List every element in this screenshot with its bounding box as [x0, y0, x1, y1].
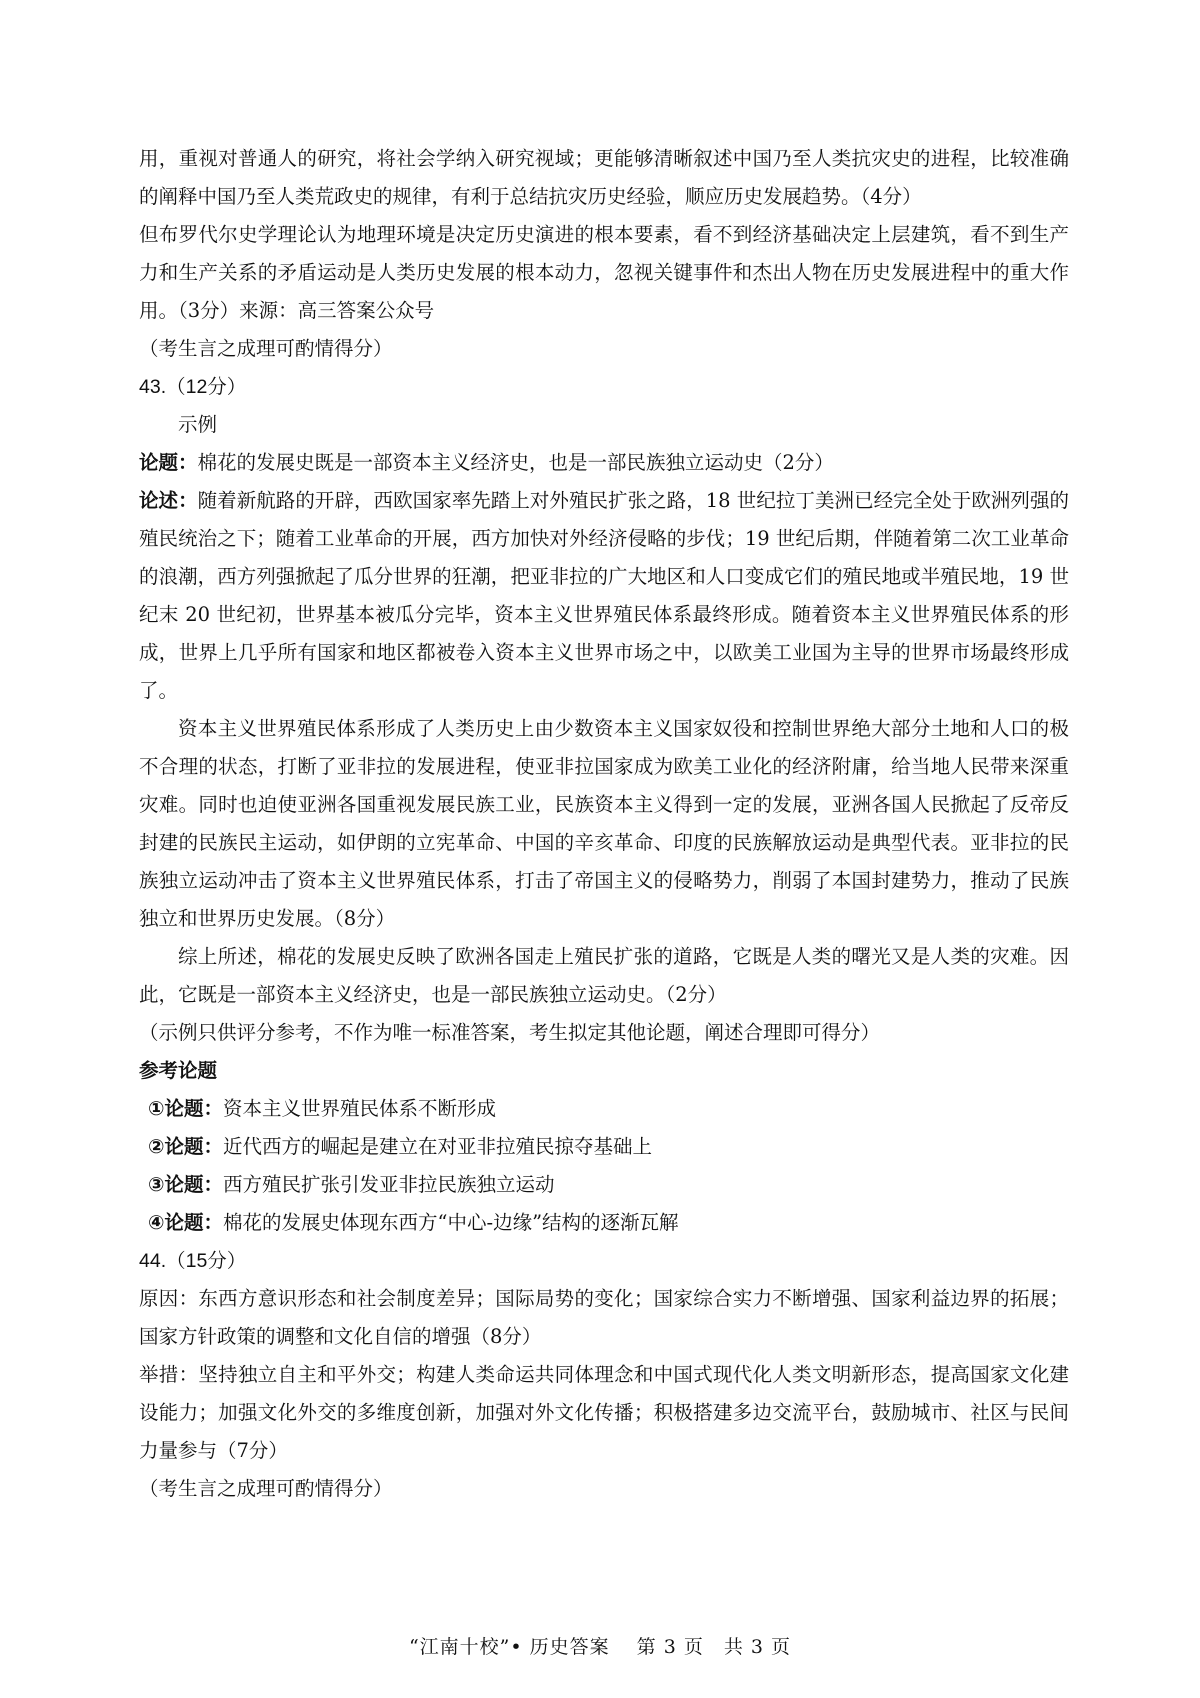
reference-thesis-label: ③论题： — [148, 1173, 224, 1196]
argument-label: 论述： — [139, 489, 198, 512]
conclusion-paragraph: 综上所述，棉花的发展史反映了欧洲各国走上殖民扩张的道路，它既是人类的曙光又是人类的灾难。因此，它既是一部资本主义经济史，也是一部民族独立运动史。（2分） — [139, 945, 1069, 1006]
reference-thesis-text: 棉花的发展史体现东西方“中心-边缘”结构的逐渐瓦解 — [223, 1211, 679, 1234]
reference-thesis-text: 近代西方的崛起是建立在对亚非拉殖民掠夺基础上 — [223, 1135, 653, 1158]
prev-answer-line1: 用，重视对普通人的研究，将社会学纳入研究视域；更能够清晰叙述中国乃至人类抗灾史的进程，比较准确的阐释中国乃至人类荒政史的规律，有利于总结抗灾历史经验，顺应历史发展趋势。（4分） — [139, 147, 1069, 208]
prev-answer-line2: 但布罗代尔史学理论认为地理环境是决定历史演进的根本要素，看不到经济基础决定上层建筑，看不到生产力和生产关系的矛盾运动是人类历史发展的根本动力，忽视关键事件和杰出人物在历史发展进程中的重大作用。（3分）来源：高三答案公众号 — [139, 223, 1069, 322]
reference-thesis-label: ①论题： — [148, 1097, 224, 1120]
reasons: 原因：东西方意识形态和社会制度差异；国际局势的变化；国家综合实力不断增强、国家利益边界的拓展；国家方针政策的调整和文化自信的增强（8分） — [139, 1287, 1069, 1348]
thesis — [139, 444, 1069, 482]
argument-paragraph-2: 资本主义世界殖民体系形成了人类历史上由少数资本主义国家奴役和控制世界绝大部分土地和人口的极不合理的状态，打断了亚非拉的发展进程，使亚非拉国家成为欧美工业化的经济附庸，给当地人民带来深重灾难。同时也迫使亚洲各国重视发展民族工业，民族资本主义得到一定的发展，亚洲各国人民掀起了反帝反封建的民族民主运动，如伊朗的立宪革命、中国的辛亥革命、印度的民族解放运动是典型代表。亚非拉的民族独立运动冲击了资本主义世界殖民体系，打击了帝国主义的侵略势力，削弱了本国封建势力，推动了民族独立和世界历史发展。（8分） — [139, 717, 1069, 930]
reference-thesis-1 — [139, 1090, 1069, 1128]
reference-thesis-label: ②论题： — [148, 1135, 224, 1158]
argument — [139, 482, 1069, 710]
reference-thesis-text: 资本主义世界殖民体系不断形成 — [223, 1097, 497, 1120]
reference-thesis-3 — [139, 1166, 1069, 1204]
reference-thesis-text: 西方殖民扩张引发亚非拉民族独立运动 — [223, 1173, 555, 1196]
reference-theses-title: 参考论题 — [139, 1059, 218, 1082]
grading-note: （考生言之成理可酌情得分） — [139, 337, 393, 360]
reference-thesis-label: ④论题： — [148, 1211, 224, 1234]
question-44-number: 44.（15分） — [139, 1250, 247, 1272]
reference-thesis-2 — [139, 1128, 1069, 1166]
page-footer: “江南十校”• 历史答案 第 3 页 共 3 页 — [408, 1636, 792, 1658]
thesis-label: 论题： — [139, 451, 198, 474]
question-43-number: 43.（12分） — [139, 376, 247, 398]
grading-note-2: （考生言之成理可酌情得分） — [139, 1477, 393, 1500]
example-note: （示例只供评分参考，不作为唯一标准答案，考生拟定其他论题，阐述合理即可得分） — [139, 1021, 881, 1044]
example-label: 示例 — [178, 413, 218, 436]
answer-page — [139, 140, 1069, 1508]
reference-thesis-4 — [139, 1204, 1069, 1242]
argument-text: 随着新航路的开辟，西欧国家率先踏上对外殖民扩张之路，18 世纪拉丁美洲已经完全处于欧洲列强的殖民统治之下；随着工业革命的开展，西方加快对外经济侵略的步伐；19 世纪后期，伴随着第二次工业革命的浪潮，西方列强掀起了瓜分世界的狂潮，把亚非拉的广大地区和人口变成它们的殖民地或半殖民地，19 世纪末 20 世纪初，世界基本被瓜分完毕，资本主义世界殖民体系最终形成。随着资本主义世界殖民体系的形成，世界上几乎所有国家和地区都被卷入资本主义世界市场之中，以欧美工业国为主导的世界市场最终形成了。 — [139, 489, 1069, 702]
measures: 举措：坚持独立自主和平外交；构建人类命运共同体理念和中国式现代化人类文明新形态，提高国家文化建设能力；加强文化外交的多维度创新，加强对外文化传播；积极搭建多边交流平台，鼓励城市、社区与民间力量参与（7分） — [139, 1363, 1069, 1462]
thesis-text: 棉花的发展史既是一部资本主义经济史，也是一部民族独立运动史（2分） — [197, 451, 834, 474]
